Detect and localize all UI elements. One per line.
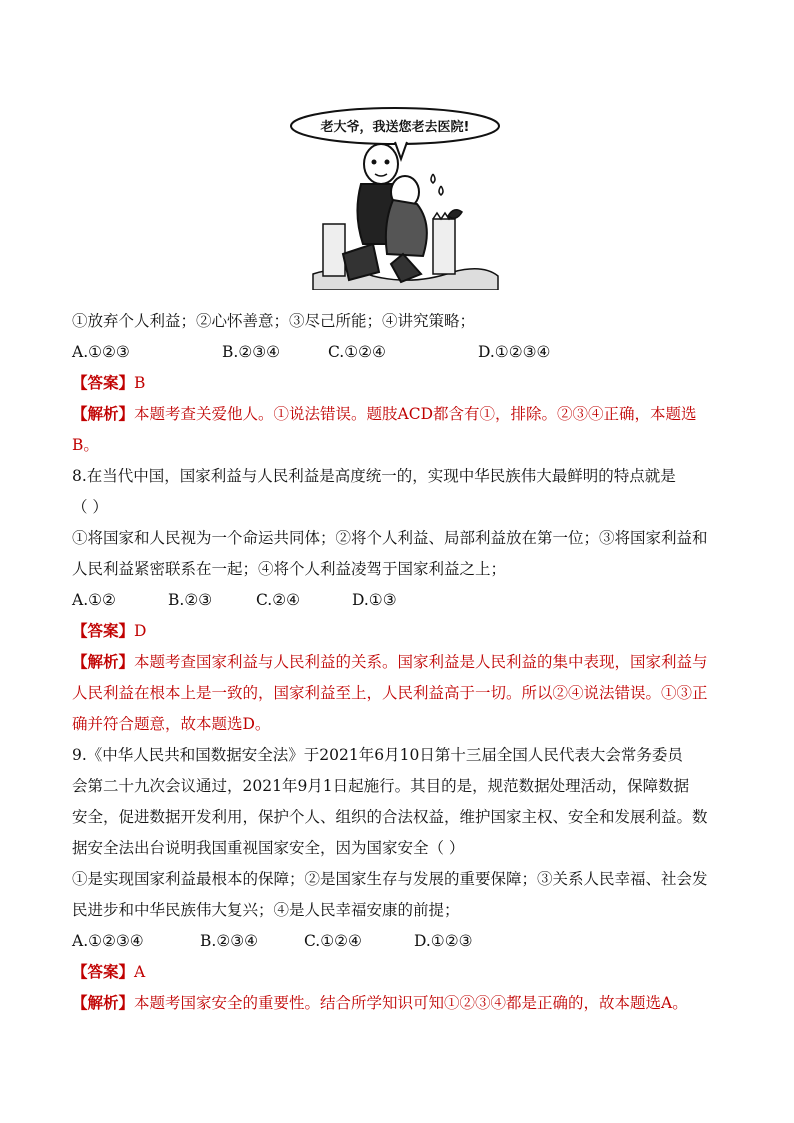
answer-value: A [134, 963, 146, 981]
answer-value: D [134, 622, 147, 640]
q8-stem-blank: （ ） [72, 498, 108, 516]
analysis-tag: 【解析】 [72, 404, 135, 423]
q8-analysis-cont-2: 确并符合题意，故本题选D。 [72, 715, 271, 733]
answer-value: B [134, 374, 146, 392]
answer-tag: 【答案】 [72, 962, 135, 981]
cartoon-illustration [283, 104, 511, 290]
q7-answer [72, 373, 722, 393]
q8-option-d[interactable]: D.①③ [352, 591, 397, 609]
q8-statements: ①将国家和人民视为一个命运共同体；②将个人利益、局部利益放在第一位；③将国家利益和 [72, 529, 708, 547]
analysis-tag: 【解析】 [72, 993, 135, 1012]
q7-analysis [72, 404, 722, 424]
answer-tag: 【答案】 [72, 373, 135, 392]
q9-stem: 9.《中华人民共和国数据安全法》于2021年6月10日第十三届全国人民代表大会常务委员 [72, 746, 683, 764]
q8-answer [72, 621, 722, 641]
q8-stem: 8.在当代中国，国家利益与人民利益是高度统一的，实现中华民族伟大最鲜明的特点就是 [72, 467, 676, 485]
analysis-tag: 【解析】 [72, 652, 135, 671]
q7-analysis-cont: B。 [72, 436, 99, 454]
q8-analysis [72, 652, 722, 672]
analysis-text: 本题考查国家利益与人民利益的关系。国家利益是人民利益的集中表现，国家利益与 [134, 653, 708, 671]
q9-answer [72, 962, 722, 982]
q8-analysis-cont-1: 人民利益在根本上是一致的，国家利益至上，人民利益高于一切。所以②④说法错误。①③正 [72, 684, 708, 702]
q8-option-a[interactable]: A.①② [72, 591, 116, 609]
q9-stem-cont-2: 安全，促进数据开发利用，保护个人、组织的合法权益，维护国家主权、安全和发展利益。数 [72, 808, 708, 826]
answer-tag: 【答案】 [72, 621, 135, 640]
q9-option-b[interactable]: B.②③④ [200, 932, 259, 950]
q8-statements-cont: 人民利益紧密联系在一起；④将个人利益凌驾于国家利益之上； [72, 560, 507, 578]
q9-analysis [72, 993, 722, 1013]
q9-option-a[interactable]: A.①②③④ [72, 932, 144, 950]
analysis-text: 本题考国家安全的重要性。结合所学知识可知①②③④都是正确的，故本题选A。 [134, 994, 688, 1012]
analysis-text: 本题考查关爱他人。①说法错误。题肢ACD都含有①，排除。②③④正确，本题选 [134, 405, 697, 423]
q8-option-b[interactable]: B.②③ [168, 591, 213, 609]
q7-option-d[interactable]: D.①②③④ [478, 343, 551, 361]
q9-stem-cont-3: 据安全法出台说明我国重视国家安全，因为国家安全（ ） [72, 839, 465, 857]
q9-stem-cont-1: 会第二十九次会议通过，2021年9月1日起施行。其目的是，规范数据处理活动，保障数据 [72, 777, 690, 795]
q7-option-a[interactable]: A.①②③ [72, 343, 130, 361]
q7-option-b[interactable]: B.②③④ [222, 343, 281, 361]
q9-option-c[interactable]: C.①②④ [304, 932, 362, 950]
q9-statements-cont: 民进步和中华民族伟大复兴；④是人民幸福安康的前提； [72, 901, 460, 919]
q7-statements: ①放弃个人利益；②心怀善意；③尽己所能；④讲究策略； [72, 312, 476, 330]
q7-option-c[interactable]: C.①②④ [328, 343, 386, 361]
q9-option-d[interactable]: D.①②③ [414, 932, 473, 950]
q8-option-c[interactable]: C.②④ [256, 591, 301, 609]
speech-bubble-text: 老大爷，我送您老去医院! [320, 120, 470, 135]
q9-statements: ①是实现国家利益最根本的保障；②是国家生存与发展的重要保障；③关系人民幸福、社会发 [72, 870, 708, 888]
